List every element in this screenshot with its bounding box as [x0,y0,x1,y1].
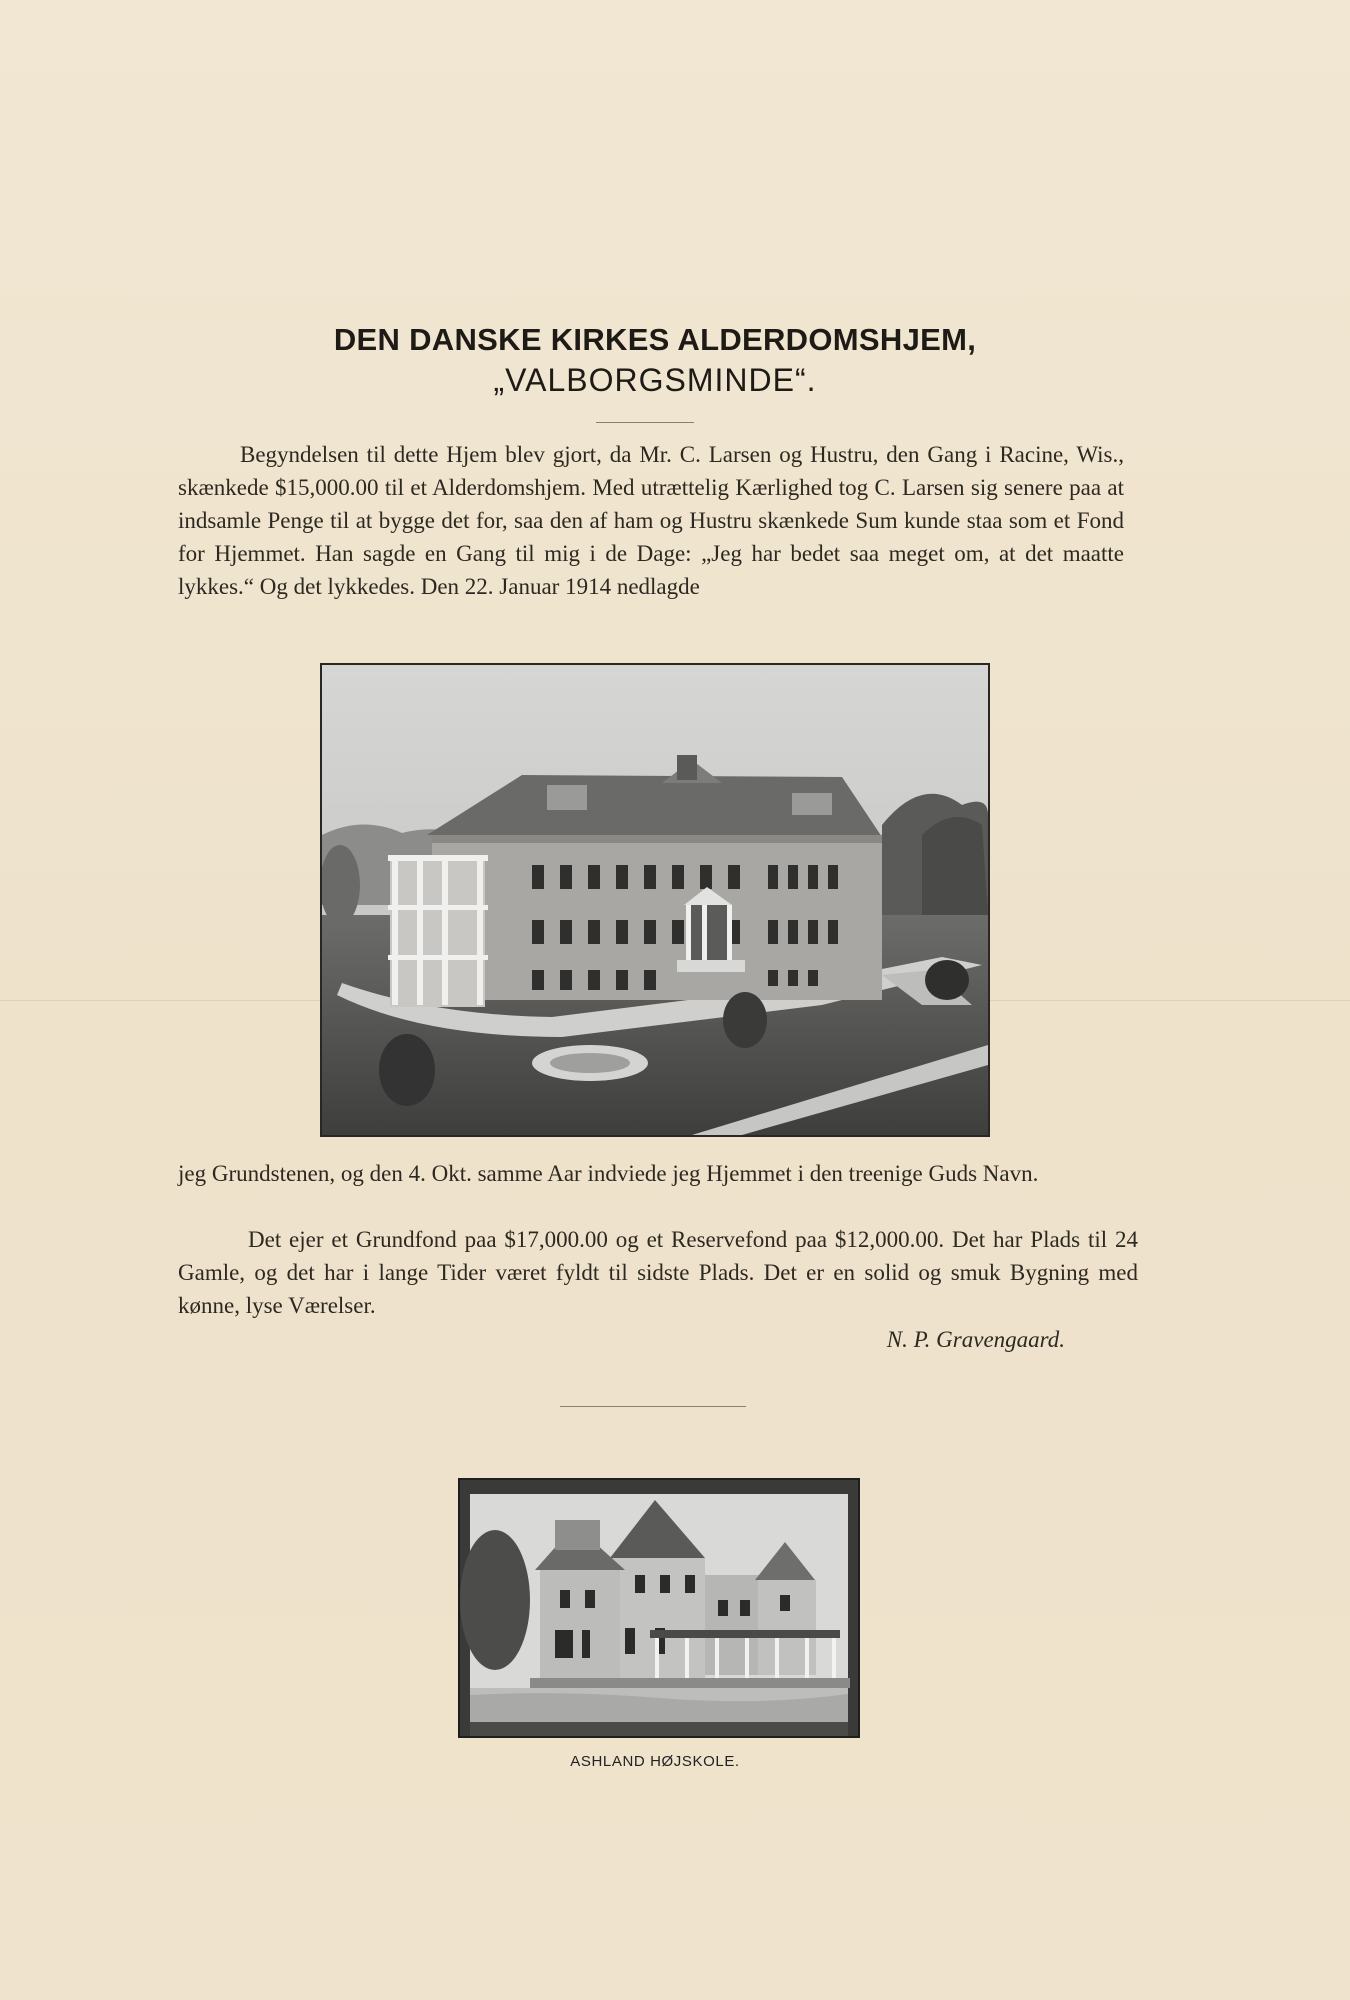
paragraph-funds: Det ejer et Grundfond paa $17,000.00 og et Reservefond paa $12,000.00. Det har Plads til 24 Gamle, og det har i lange Tider været fyldt til sidste Plads. Det er en solid og smuk Bygning med kønne, lyse Værelser. [178,1227,1138,1318]
valborgsminde-photo [320,663,990,1137]
title-divider [596,422,694,423]
photo-caption: ASHLAND HØJSKOLE. [570,1753,740,1770]
paragraph-intro: Begyndelsen til dette Hjem blev gjort, da Mr. C. Larsen og Hustru, den Gang i Racine, Wis., skænkede $15,000.00 til et Alderdomshjem. Med utrættelig Kærlighed tog C. Larsen sig senere paa at indsamle Penge til at bygge det for, saa den af ham og Hustru skænkede Sum kunde staa som et Fond for Hjemmet. Han sagde en Gang til mig i de Dage: „Jeg har bedet saa meget om, at det maatte lykkes.“ Og det lykkedes. Den 22. Januar 1914 nedlagde [178,442,1124,599]
section-divider [560,1406,746,1407]
author-signature: N. P. Gravengaard. [886,1327,1065,1352]
ashland-hojskole-photo [458,1478,860,1738]
document-title-line1: DEN DANSKE KIRKES ALDERDOMSHJEM, [333,322,977,357]
paragraph-dedication: jeg Grundstenen, og den 4. Okt. samme Aar indviede jeg Hjemmet i den treenige Guds Navn. [178,1161,1039,1186]
document-title-line2: „VALBORGSMINDE“. [493,362,817,398]
